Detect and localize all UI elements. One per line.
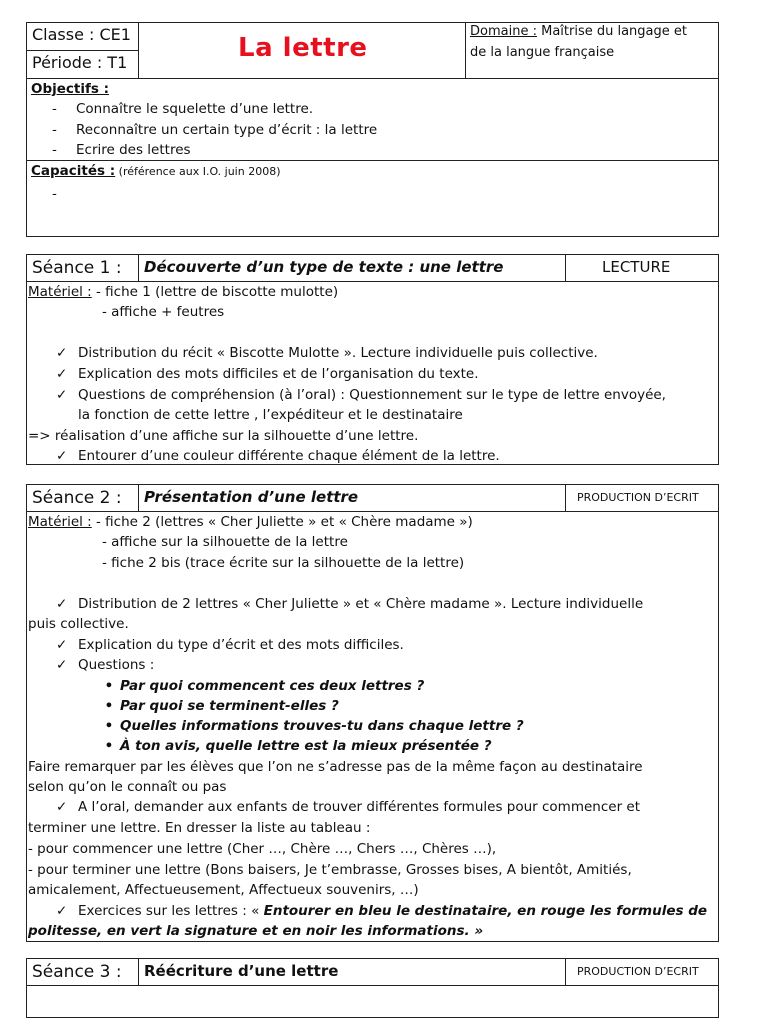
objectif-item-1: - Connaître le squelette d’une lettre.: [52, 101, 314, 117]
seance2-list-2: - pour terminer une lettre (Bons baisers, Je t’embrasse, Grosses bises, A bientôt, Amitiés,: [28, 862, 632, 878]
capacites-line: [31, 161, 280, 182]
check-icon: ✓: [56, 799, 68, 815]
seance1-item-3: ✓ Questions de compréhension (à l’oral) : Questionnement sur le type de lettre envoyée,: [56, 387, 666, 403]
seance2-title: Présentation d’une lettre: [144, 488, 359, 506]
seance2-item-5-cont: politesse, en vert la signature et en noir les informations. »: [28, 923, 484, 939]
check-icon: ✓: [56, 637, 68, 653]
seance2-materiel-2: - affiche sur la silhouette de la lettre: [102, 534, 348, 550]
seance2-remark-1: Faire remarquer par les élèves que l’on ne s’adresse pas de la même façon au destinataire: [28, 759, 643, 775]
seance1-category: LECTURE: [602, 258, 671, 276]
seance1-item-1: ✓ Distribution du récit « Biscotte Mulotte ». Lecture individuelle puis collective.: [56, 345, 598, 361]
domaine-line-2: de la langue française: [470, 45, 615, 60]
seance2-divider-a: [138, 484, 139, 511]
seance2-category: PRODUCTION D’ECRIT: [577, 491, 699, 504]
seance2-materiel-label: Matériel :: [28, 514, 92, 530]
header-divider-classe: [26, 50, 138, 51]
seance2-divider-b: [565, 484, 566, 511]
periode-label: Période : T1: [32, 53, 128, 72]
seance1-materiel-1: Matériel : - fiche 1 (lettre de biscotte mulotte): [28, 284, 339, 300]
domaine-label: Domaine :: [470, 24, 537, 39]
seance2-question-2: • Par quoi se terminent-elles ?: [98, 696, 339, 716]
capacite-item-1: -: [52, 186, 57, 202]
check-icon: ✓: [56, 657, 68, 673]
bullet-icon: •: [104, 718, 114, 734]
seance1-divider-b: [565, 254, 566, 281]
seance2-item-2: ✓ Explication du type d’écrit et des mots difficiles.: [56, 637, 404, 653]
page-title: La lettre: [238, 33, 368, 63]
objectif-item-3: - Ecrire des lettres: [52, 142, 191, 158]
objectif-item-2: - Reconnaître un certain type d’écrit : la lettre: [52, 122, 378, 138]
seance3-category: PRODUCTION D’ECRIT: [577, 965, 699, 978]
seance3-title: Réécriture d’une lettre: [144, 962, 339, 980]
seance2-item-1-cont: puis collective.: [28, 616, 129, 632]
seance1-title: Découverte d’un type de texte : une lettre: [144, 258, 504, 276]
seance2-question-1: • Par quoi commencent ces deux lettres ?: [98, 676, 424, 696]
header-divider-bottom: [26, 78, 719, 79]
seance2-question-4: • À ton avis, quelle lettre est la mieux présentée ?: [98, 736, 492, 756]
seance2-remark-2: selon qu’on le connaît ou pas: [28, 779, 227, 795]
seance1-label: Séance 1 :: [32, 258, 122, 278]
seance1-divider-a: [138, 254, 139, 281]
seance3-header-divider: [26, 985, 719, 986]
header-divider-right: [465, 22, 466, 79]
domaine-text-1: Maîtrise du langage et: [536, 24, 687, 39]
seance2-materiel-1: Matériel : - fiche 2 (lettres « Cher Juliette » et « Chère madame »): [28, 514, 473, 530]
seance3-label: Séance 3 :: [32, 962, 122, 982]
check-icon: ✓: [56, 366, 68, 382]
seance1-item-4: ✓ Entourer d’une couleur différente chaque élément de la lettre.: [56, 448, 500, 464]
seance1-materiel-2: - affiche + feutres: [102, 304, 225, 320]
check-icon: ✓: [56, 345, 68, 361]
check-icon: ✓: [56, 903, 68, 919]
check-icon: ✓: [56, 596, 68, 612]
seance2-list-1: - pour commencer une lettre (Cher …, Chère …, Chers …, Chères …),: [28, 841, 497, 857]
check-icon: ✓: [56, 387, 68, 403]
check-icon: ✓: [56, 448, 68, 464]
seance2-label: Séance 2 :: [32, 488, 122, 508]
seance1-materiel-label: Matériel :: [28, 284, 92, 300]
seance2-item-1: ✓ Distribution de 2 lettres « Cher Juliette » et « Chère madame ». Lecture individuelle: [56, 596, 644, 612]
seance2-list-3: amicalement, Affectueusement, Affectueux souvenirs, …): [28, 882, 419, 898]
header-divider-left: [138, 22, 139, 79]
seance1-arrow-line: => réalisation d’une affiche sur la silhouette d’une lettre.: [28, 428, 419, 444]
bullet-icon: •: [104, 738, 114, 754]
seance3-divider-a: [138, 958, 139, 985]
seance2-item-5: ✓ Exercices sur les lettres : « Entourer en bleu le destinataire, en rouge les formules de: [56, 903, 708, 919]
capacites-note: (référence aux I.O. juin 2008): [115, 165, 281, 178]
seance2-item-3: ✓ Questions :: [56, 657, 155, 673]
seance1-item-3-cont: la fonction de cette lettre , l’expéditeur et le destinataire: [78, 407, 463, 423]
objectifs-label: Objectifs :: [31, 81, 110, 97]
classe-label: Classe : CE1: [32, 25, 131, 44]
seance1-item-2: ✓ Explication des mots difficiles et de l’organisation du texte.: [56, 366, 479, 382]
seance2-item-4-cont: terminer une lettre. En dresser la liste au tableau :: [28, 820, 371, 836]
seance2-item-4: ✓ A l’oral, demander aux enfants de trouver différentes formules pour commencer et: [56, 799, 641, 815]
seance2-question-3: • Quelles informations trouves-tu dans chaque lettre ?: [98, 716, 524, 736]
domaine-line-1: [470, 22, 687, 42]
bullet-icon: •: [104, 678, 114, 694]
seance3-divider-b: [565, 958, 566, 985]
bullet-icon: •: [104, 698, 114, 714]
seance2-materiel-3: - fiche 2 bis (trace écrite sur la silhouette de la lettre): [102, 555, 465, 571]
capacites-label: Capacités :: [31, 163, 116, 179]
